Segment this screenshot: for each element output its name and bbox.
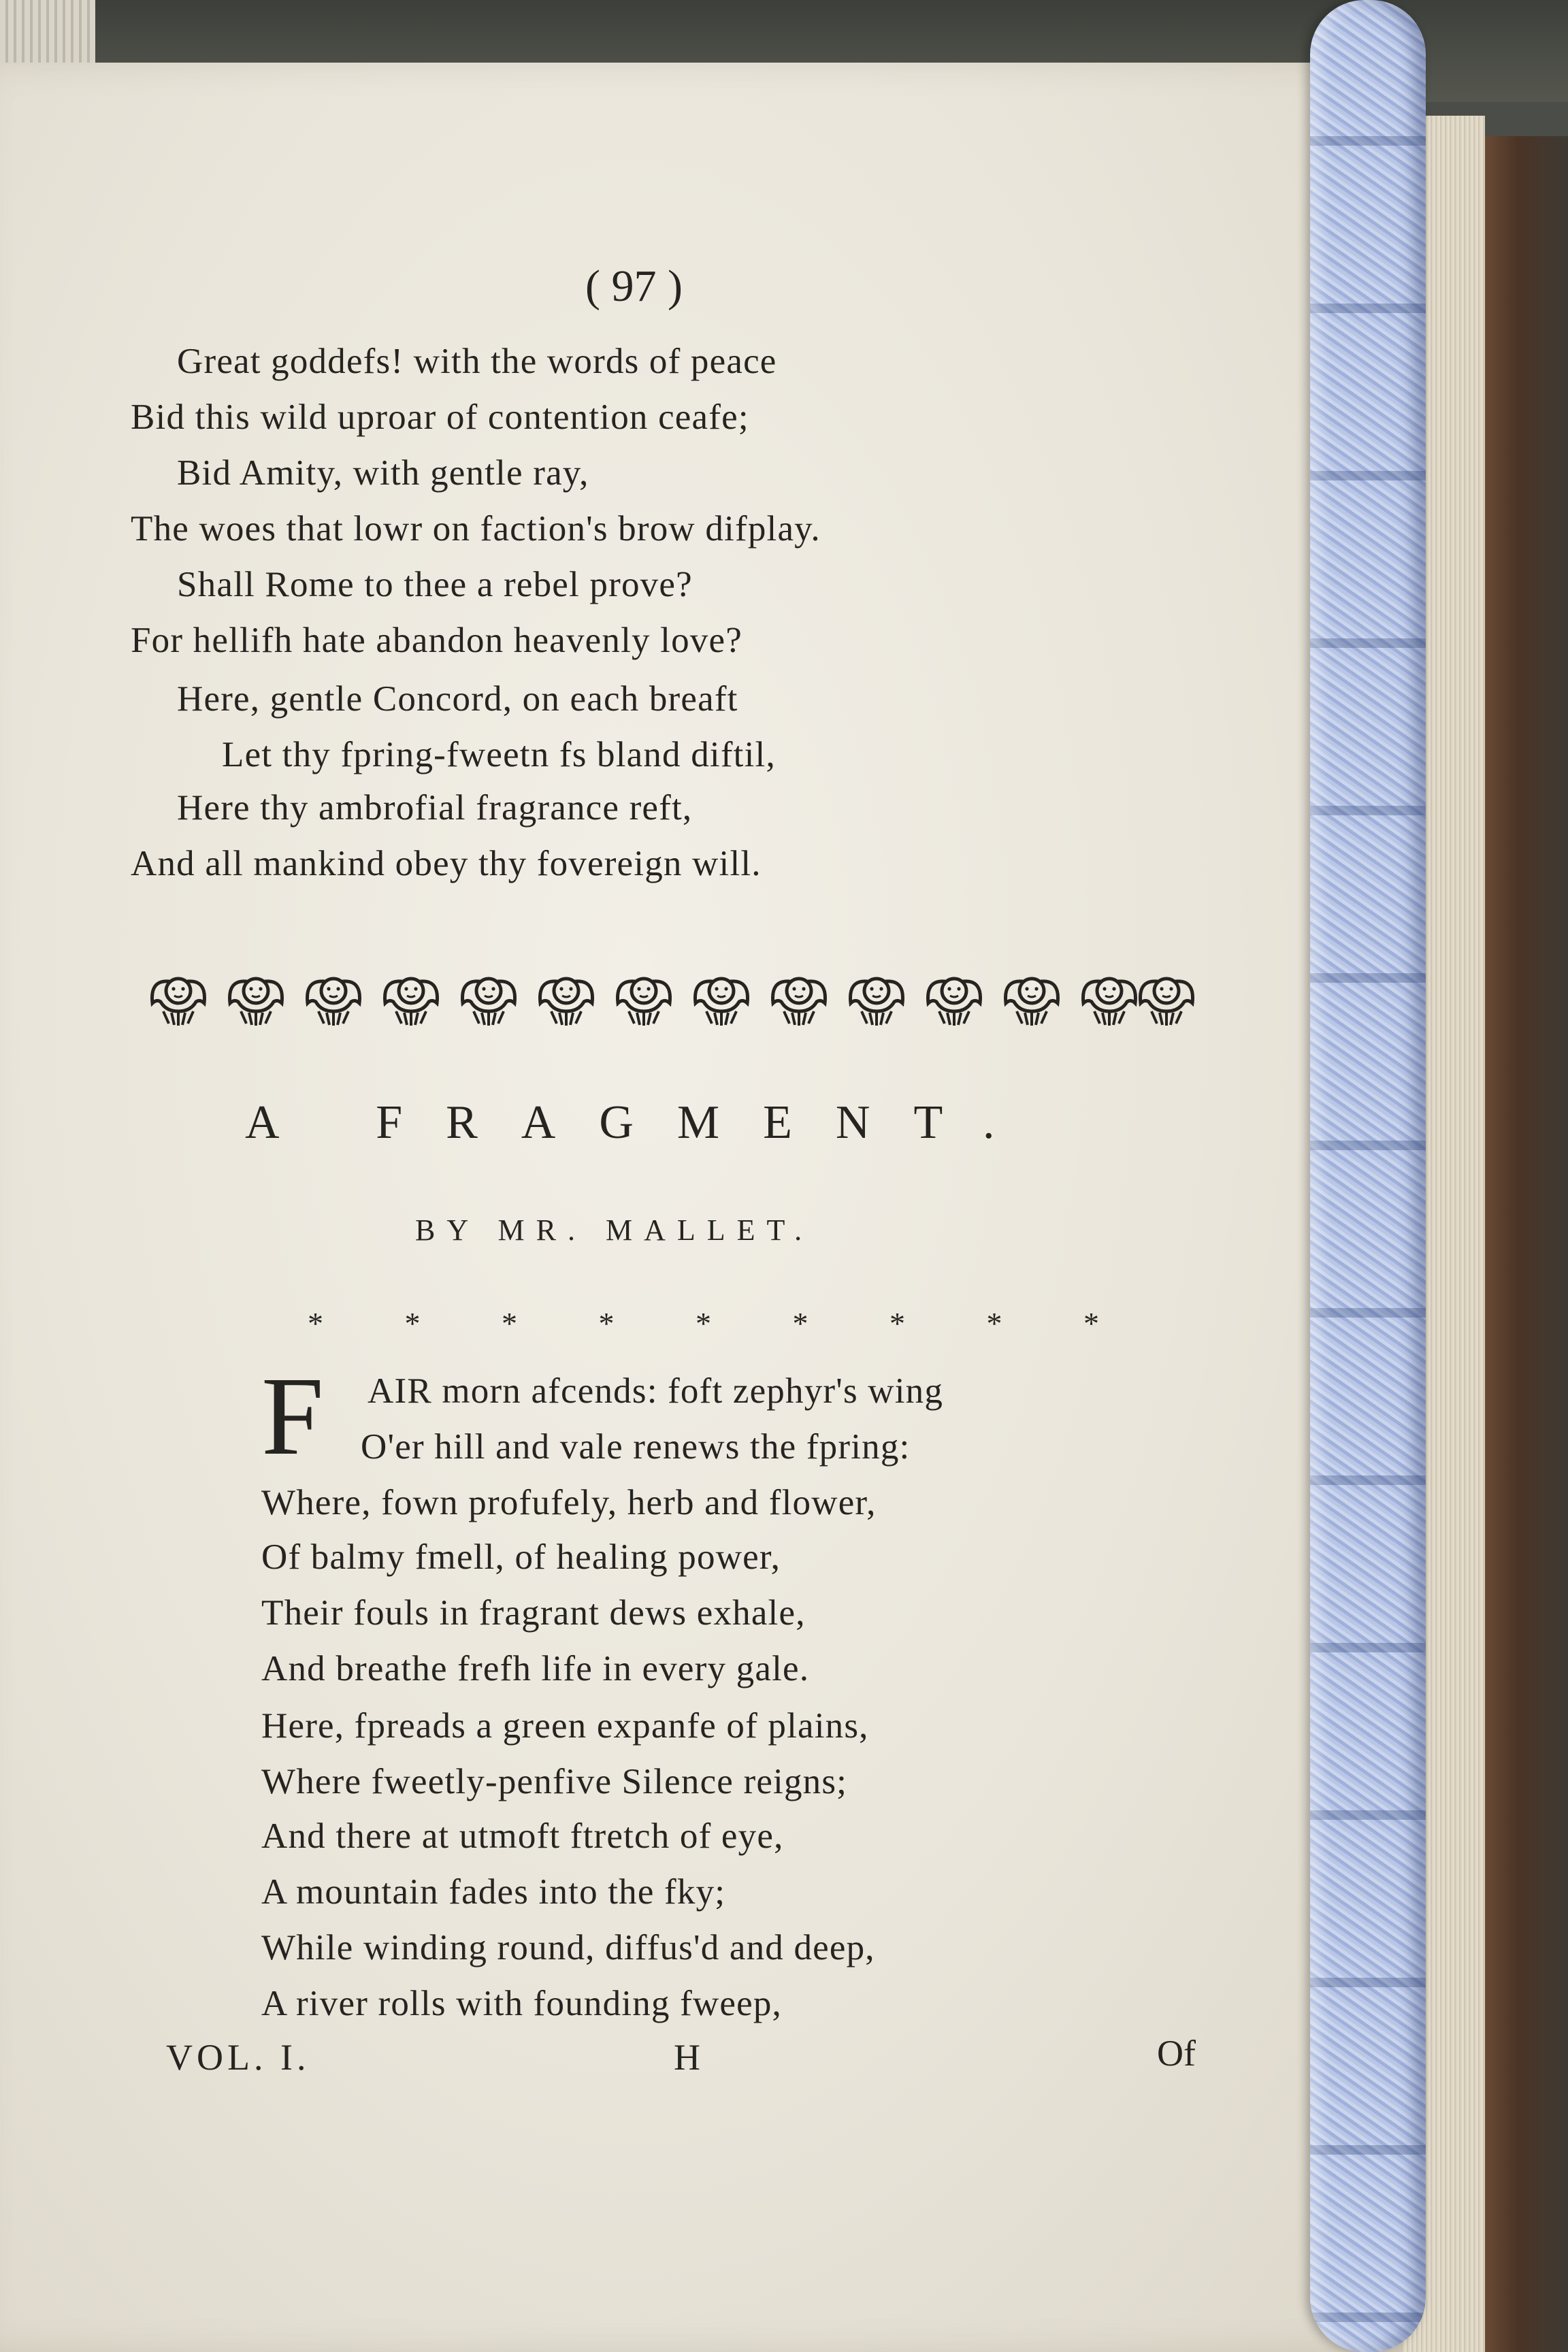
fragment-line: Of balmy fmell, of healing power, [261,1537,781,1577]
fragment-line: Their fouls in fragrant dews exhale, [261,1593,806,1633]
fragment-line: While winding round, diffus'd and deep, [261,1928,875,1967]
poem-line: Let thy fpring-fweetn fs bland diftil, [222,735,776,774]
cherub-head [1141,979,1193,1026]
fragment-line: Here, fpreads a green expanfe of plains, [261,1706,869,1746]
poem-line: Here, gentle Concord, on each breaft [177,679,738,719]
cherub-ornament-band [148,961,1196,1029]
cherub-head [152,979,205,1026]
fragment-line: Where fweetly-penfive Silence reigns; [261,1762,848,1801]
poem-line: Shall Rome to thee a rebel prove? [177,565,693,604]
fragment-line: A river rolls with founding fweep, [261,1984,782,2023]
cherub-head [1083,979,1136,1026]
bookmark-ribbon[interactable] [1310,0,1426,2352]
cherub-head [851,979,903,1026]
poem-line: Great goddefs! with the words of peace [177,342,777,381]
cherub-head [308,979,360,1026]
volume-marker: VOL. I. [166,2037,310,2078]
cherub-head [1006,979,1058,1026]
catchword: Of [1157,2033,1196,2074]
cherub-head [618,979,670,1026]
signature-mark: H [674,2037,700,2078]
cherub-head [230,979,282,1026]
poem-line: For hellifh hate abandon heavenly love? [131,621,742,660]
cherub-head [540,979,593,1026]
cherub-head [928,979,981,1026]
fragment-line: And breathe frefh life in every gale. [261,1649,810,1688]
section-title: A FRAGMENT. [245,1096,1039,1149]
fragment-line: O'er hill and vale renews the fpring: [361,1427,911,1467]
book-cover-edge [1484,136,1568,2352]
cherub-head [463,979,515,1026]
poem-line: Here thy ambrofial fragrance reft, [177,788,693,828]
poem-line: Bid Amity, with gentle ray, [177,453,589,493]
cherub-head [773,979,826,1026]
page-number: ( 97 ) [585,261,683,311]
cherub-head [696,979,748,1026]
fragment-line: AIR morn afcends: foft zephyr's wing [368,1371,944,1411]
cherub-head [385,979,438,1026]
fragment-line: And there at utmoft ftretch of eye, [261,1816,784,1856]
fragment-line: Where, fown profufely, herb and flower, [261,1483,877,1522]
drop-cap: F [261,1354,324,1478]
poem-line: And all mankind obey thy fovereign will. [131,844,762,883]
asterisk-row: * * * * * * * * * [308,1306,1136,1341]
poem-line: Bid this wild uproar of contention ceafe; [131,397,749,437]
poem-line: The woes that lowr on faction's brow difplay. [131,509,821,549]
fragment-line: A mountain fades into the fky; [261,1872,726,1912]
author-byline: BY MR. MALLET. [415,1213,814,1247]
